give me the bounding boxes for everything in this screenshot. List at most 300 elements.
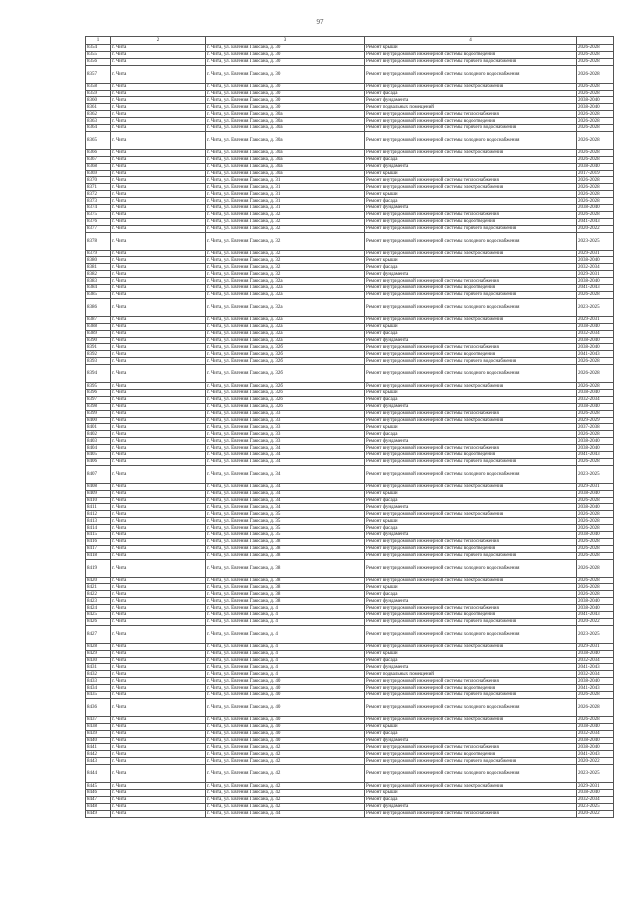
work-type-cell: Ремонт крыши [365, 518, 577, 525]
municipality-cell: г. Чита [111, 810, 206, 817]
work-type-cell: Ремонт внутридомовой инженерной системы теплоснабжения [365, 211, 577, 218]
work-type-cell: Ремонт внутридомовой инженерной системы водоотведения [365, 451, 577, 458]
period-cell: 2026-2028 [577, 58, 614, 65]
municipality-cell: г. Чита [111, 625, 206, 643]
table-row [86, 643, 614, 650]
address-cell: г. Чита, ул. Евгения Гаюсана, д. 42 [206, 803, 365, 810]
table-row [86, 232, 614, 250]
period-cell: 2026-2028 [577, 358, 614, 365]
municipality-cell: г. Чита [111, 149, 206, 156]
period-cell: 2041-2043 [577, 285, 614, 292]
address-cell: г. Чита, ул. Евгения Гаюсана, д. 40 [206, 698, 365, 716]
row-number-cell: 8354 [86, 45, 111, 52]
work-type-cell: Ремонт внутридомовой инженерной системы электроснабжения [365, 716, 577, 723]
address-cell: г. Чита, ул. Евгения Гаюсана, д. 42 [206, 744, 365, 751]
row-number-cell: 8393 [86, 358, 111, 365]
period-cell: 2026-2028 [577, 45, 614, 52]
table-row [86, 751, 614, 758]
work-type-cell: Ремонт внутридомовой инженерной системы холодного водоснабжения [365, 465, 577, 483]
table-row [86, 790, 614, 797]
row-number-cell: 8368 [86, 163, 111, 170]
municipality-cell: г. Чита [111, 490, 206, 497]
period-cell: 2029-2031 [577, 643, 614, 650]
work-type-cell: Ремонт внутридомовой инженерной системы теплоснабжения [365, 744, 577, 751]
work-type-cell: Ремонт внутридомовой инженерной системы горячего водоснабжения [365, 58, 577, 65]
table-row [86, 698, 614, 716]
period-cell: 2038-2040 [577, 97, 614, 104]
table-row [86, 250, 614, 257]
municipality-cell: г. Чита [111, 445, 206, 452]
municipality-cell: г. Чита [111, 58, 206, 65]
period-cell: 2026-2028 [577, 511, 614, 518]
row-number-cell: 8384 [86, 285, 111, 292]
table-row [86, 657, 614, 664]
period-cell: 2037-2038 [577, 424, 614, 431]
municipality-cell: г. Чита [111, 765, 206, 783]
work-type-cell: Ремонт крыши [365, 424, 577, 431]
table-row [86, 796, 614, 803]
work-type-cell: Ремонт фундамента [365, 205, 577, 212]
row-number-cell: 8437 [86, 716, 111, 723]
work-type-cell: Ремонт внутридомовой инженерной системы электроснабжения [365, 250, 577, 257]
table-row [86, 271, 614, 278]
work-type-cell: Ремонт внутридомовой инженерной системы горячего водоснабжения [365, 552, 577, 559]
period-cell: 2029-2029 [577, 417, 614, 424]
municipality-cell: г. Чита [111, 577, 206, 584]
work-type-cell: Ремонт внутридомовой инженерной системы электроснабжения [365, 511, 577, 518]
address-cell: г. Чита, ул. Евгения Гаюсана, д. 42 [206, 751, 365, 758]
page-number: 97 [316, 18, 324, 26]
row-number-cell: 8440 [86, 737, 111, 744]
address-cell: г. Чита, ул. Евгения Гаюсана, д. 33 [206, 424, 365, 431]
address-cell: г. Чита, ул. Евгения Гаюсана, д. 32а [206, 278, 365, 285]
work-type-cell: Ремонт фундамента [365, 803, 577, 810]
municipality-cell: г. Чита [111, 351, 206, 358]
row-number-cell: 8442 [86, 751, 111, 758]
table-row [86, 438, 614, 445]
work-type-cell: Ремонт фасада [365, 264, 577, 271]
work-type-cell: Ремонт фасада [365, 497, 577, 504]
work-type-cell: Ремонт крыши [365, 323, 577, 330]
work-type-cell: Ремонт внутридомовой инженерной системы холодного водоснабжения [365, 131, 577, 149]
period-cell: 2032-2034 [577, 396, 614, 403]
work-type-cell: Ремонт внутридомовой инженерной системы холодного водоснабжения [365, 765, 577, 783]
municipality-cell: г. Чита [111, 438, 206, 445]
period-cell: 2026-2028 [577, 211, 614, 218]
row-number-cell: 8400 [86, 417, 111, 424]
row-number-cell: 8382 [86, 271, 111, 278]
address-cell: г. Чита, ул. Евгения Гаюсана, д. 38 [206, 584, 365, 591]
municipality-cell: г. Чита [111, 131, 206, 149]
period-cell: 2038-2040 [577, 438, 614, 445]
work-type-cell: Ремонт фундамента [365, 504, 577, 511]
period-cell: 2038-2040 [577, 737, 614, 744]
period-cell: 2038-2040 [577, 163, 614, 170]
work-type-cell: Ремонт внутридомовой инженерной системы теплоснабжения [365, 410, 577, 417]
period-cell: 2026-2028 [577, 716, 614, 723]
work-type-cell: Ремонт внутридомовой инженерной системы водоотведения [365, 118, 577, 125]
row-number-cell: 8439 [86, 730, 111, 737]
period-cell: 2038-2040 [577, 344, 614, 351]
work-type-cell: Ремонт фасада [365, 730, 577, 737]
municipality-cell: г. Чита [111, 643, 206, 650]
address-cell: г. Чита, ул. Евгения Гаюсана, д. 38 [206, 577, 365, 584]
address-cell: г. Чита, ул. Евгения Гаюсана, д. 35 [206, 518, 365, 525]
municipality-cell: г. Чита [111, 458, 206, 465]
row-number-cell: 8406 [86, 458, 111, 465]
municipality-cell: г. Чита [111, 657, 206, 664]
table-row [86, 58, 614, 65]
work-type-cell: Ремонт внутридомовой инженерной системы холодного водоснабжения [365, 298, 577, 316]
period-cell: 2023-2025 [577, 803, 614, 810]
table-row [86, 264, 614, 271]
row-number-cell: 8445 [86, 783, 111, 790]
municipality-cell: г. Чита [111, 250, 206, 257]
table-row [86, 285, 614, 292]
period-cell: 2020-2022 [577, 225, 614, 232]
row-number-cell: 8418 [86, 552, 111, 559]
municipality-cell: г. Чита [111, 497, 206, 504]
header-cell-address: 3 [206, 37, 365, 45]
address-cell: г. Чита, ул. Евгения Гаюсана, д. 38 [206, 598, 365, 605]
period-cell: 2026-2028 [577, 90, 614, 97]
row-number-cell: 8386 [86, 298, 111, 316]
row-number-cell: 8415 [86, 531, 111, 538]
municipality-cell: г. Чита [111, 344, 206, 351]
row-number-cell: 8441 [86, 744, 111, 751]
table-row [86, 417, 614, 424]
municipality-cell: г. Чита [111, 730, 206, 737]
table-row [86, 118, 614, 125]
row-number-cell: 8389 [86, 330, 111, 337]
table-row [86, 396, 614, 403]
address-cell: г. Чита, ул. Евгения Гаюсана, д. 32 [206, 264, 365, 271]
table-row [86, 758, 614, 765]
row-number-cell: 8380 [86, 257, 111, 264]
work-type-cell: Ремонт внутридомовой инженерной системы горячего водоснабжения [365, 358, 577, 365]
municipality-cell: г. Чита [111, 698, 206, 716]
work-type-cell: Ремонт фасада [365, 657, 577, 664]
table-row [86, 765, 614, 783]
row-number-cell: 8374 [86, 205, 111, 212]
row-number-cell: 8446 [86, 790, 111, 797]
header-cell-number: 1 [86, 37, 111, 45]
table-row [86, 424, 614, 431]
address-cell: г. Чита, ул. Евгения Гаюсана, д. 32 [206, 271, 365, 278]
municipality-cell: г. Чита [111, 111, 206, 118]
address-cell: г. Чита, ул. Евгения Гаюсана, д. 31 [206, 205, 365, 212]
work-type-cell: Ремонт внутридомовой инженерной системы водоотведения [365, 285, 577, 292]
table-row [86, 584, 614, 591]
period-cell: 2026-2028 [577, 111, 614, 118]
municipality-cell: г. Чита [111, 559, 206, 577]
address-cell: г. Чита, ул. Евгения Гаюсана, д. 40 [206, 737, 365, 744]
address-cell: г. Чита, ул. Евгения Гаюсана, д. 30а [206, 170, 365, 177]
table-row [86, 744, 614, 751]
address-cell: г. Чита, ул. Евгения Гаюсана, д. 30 [206, 58, 365, 65]
address-cell: г. Чита, ул. Евгения Гаюсана, д. 34 [206, 465, 365, 483]
address-cell: г. Чита, ул. Евгения Гаюсана, д. 33 [206, 431, 365, 438]
period-cell: 2020-2022 [577, 618, 614, 625]
address-cell: г. Чита, ул. Евгения Гаюсана, д. 38 [206, 545, 365, 552]
address-cell: г. Чита, ул. Евгения Гаюсана, д. 32б [206, 389, 365, 396]
municipality-cell: г. Чита [111, 396, 206, 403]
period-cell: 2041-2043 [577, 612, 614, 619]
work-type-cell: Ремонт внутридомовой инженерной системы теплоснабжения [365, 111, 577, 118]
address-cell: г. Чита, ул. Евгения Гаюсана, д. 42 [206, 758, 365, 765]
table-row [86, 65, 614, 83]
period-cell: 2038-2040 [577, 389, 614, 396]
row-number-cell: 8409 [86, 490, 111, 497]
row-number-cell: 8376 [86, 218, 111, 225]
municipality-cell: г. Чита [111, 358, 206, 365]
address-cell: г. Чита, ул. Евгения Гаюсана, д. 32а [206, 291, 365, 298]
municipality-cell: г. Чита [111, 177, 206, 184]
table-row [86, 737, 614, 744]
table-row [86, 111, 614, 118]
row-number-cell: 8402 [86, 431, 111, 438]
table-row [86, 156, 614, 163]
period-cell: 2026-2028 [577, 525, 614, 532]
address-cell: г. Чита, ул. Евгения Гаюсана, д. 30а [206, 125, 365, 132]
address-cell: г. Чита, ул. Евгения Гаюсана, д. 30 [206, 83, 365, 90]
work-type-cell: Ремонт крыши [365, 490, 577, 497]
row-number-cell: 8431 [86, 664, 111, 671]
municipality-cell: г. Чита [111, 518, 206, 525]
address-cell: г. Чита, ул. Евгения Гаюсана, д. 32а [206, 285, 365, 292]
period-cell: 2026-2028 [577, 125, 614, 132]
municipality-cell: г. Чита [111, 389, 206, 396]
period-cell: 2023-2025 [577, 298, 614, 316]
municipality-cell: г. Чита [111, 83, 206, 90]
work-type-cell: Ремонт внутридомовой инженерной системы водоотведения [365, 545, 577, 552]
period-cell: 2041-2043 [577, 685, 614, 692]
period-cell: 2026-2028 [577, 191, 614, 198]
work-type-cell: Ремонт фундамента [365, 337, 577, 344]
work-type-cell: Ремонт фундамента [365, 598, 577, 605]
row-number-cell: 8408 [86, 483, 111, 490]
table-row [86, 351, 614, 358]
address-cell: г. Чита, ул. Евгения Гаюсана, д. 35 [206, 511, 365, 518]
period-cell: 2026-2028 [577, 118, 614, 125]
table-row [86, 170, 614, 177]
address-cell: г. Чита, ул. Евгения Гаюсана, д. 4 [206, 643, 365, 650]
period-cell: 2026-2028 [577, 497, 614, 504]
table-row [86, 605, 614, 612]
work-type-cell: Ремонт внутридомовой инженерной системы теплоснабжения [365, 538, 577, 545]
work-type-cell: Ремонт внутридомовой инженерной системы электроснабжения [365, 783, 577, 790]
period-cell: 2032-2034 [577, 264, 614, 271]
address-cell: г. Чита, ул. Евгения Гаюсана, д. 31 [206, 177, 365, 184]
work-type-cell: Ремонт внутридомовой инженерной системы теплоснабжения [365, 605, 577, 612]
work-type-cell: Ремонт крыши [365, 723, 577, 730]
period-cell: 2026-2028 [577, 538, 614, 545]
period-cell: 2029-2031 [577, 783, 614, 790]
municipality-cell: г. Чита [111, 403, 206, 410]
address-cell: г. Чита, ул. Евгения Гаюсана, д. 38 [206, 559, 365, 577]
row-number-cell: 8435 [86, 692, 111, 699]
row-number-cell: 8425 [86, 612, 111, 619]
work-type-cell: Ремонт внутридомовой инженерной системы горячего водоснабжения [365, 618, 577, 625]
municipality-cell: г. Чита [111, 365, 206, 383]
table-row [86, 431, 614, 438]
address-cell: г. Чита, ул. Евгения Гаюсана, д. 30а [206, 156, 365, 163]
municipality-cell: г. Чита [111, 191, 206, 198]
work-type-cell: Ремонт фундамента [365, 531, 577, 538]
address-cell: г. Чита, ул. Евгения Гаюсана, д. 42 [206, 765, 365, 783]
row-number-cell: 8428 [86, 643, 111, 650]
municipality-cell: г. Чита [111, 298, 206, 316]
table-row [86, 410, 614, 417]
work-type-cell: Ремонт внутридомовой инженерной системы горячего водоснабжения [365, 458, 577, 465]
row-number-cell: 8377 [86, 225, 111, 232]
address-cell: г. Чита, ул. Евгения Гаюсана, д. 38 [206, 552, 365, 559]
row-number-cell: 8430 [86, 657, 111, 664]
municipality-cell: г. Чита [111, 225, 206, 232]
municipality-cell: г. Чита [111, 538, 206, 545]
address-cell: г. Чита, ул. Евгения Гаюсана, д. 35 [206, 525, 365, 532]
row-number-cell: 8371 [86, 184, 111, 191]
municipality-cell: г. Чита [111, 97, 206, 104]
municipality-cell: г. Чита [111, 744, 206, 751]
row-number-cell: 8356 [86, 58, 111, 65]
period-cell: 2026-2028 [577, 692, 614, 699]
municipality-cell: г. Чита [111, 618, 206, 625]
work-type-cell: Ремонт внутридомовой инженерной системы водоотведения [365, 612, 577, 619]
row-number-cell: 8416 [86, 538, 111, 545]
work-type-cell: Ремонт фасада [365, 90, 577, 97]
row-number-cell: 8357 [86, 65, 111, 83]
row-number-cell: 8438 [86, 723, 111, 730]
period-cell: 2026-2028 [577, 591, 614, 598]
municipality-cell: г. Чита [111, 685, 206, 692]
row-number-cell: 8378 [86, 232, 111, 250]
municipality-cell: г. Чита [111, 337, 206, 344]
municipality-cell: г. Чита [111, 737, 206, 744]
address-cell: г. Чита, ул. Евгения Гаюсана, д. 32б [206, 383, 365, 390]
municipality-cell: г. Чита [111, 803, 206, 810]
row-number-cell: 8449 [86, 810, 111, 817]
address-cell: г. Чита, ул. Евгения Гаюсана, д. 4 [206, 671, 365, 678]
address-cell: г. Чита, ул. Евгения Гаюсана, д. 30 [206, 51, 365, 58]
row-number-cell: 8397 [86, 396, 111, 403]
period-cell: 2026-2028 [577, 698, 614, 716]
period-cell: 2038-2040 [577, 790, 614, 797]
period-cell: 2026-2028 [577, 431, 614, 438]
table-row [86, 205, 614, 212]
row-number-cell: 8410 [86, 497, 111, 504]
work-type-cell: Ремонт фасада [365, 396, 577, 403]
row-number-cell: 8390 [86, 337, 111, 344]
period-cell: 2038-2040 [577, 337, 614, 344]
work-type-cell: Ремонт крыши [365, 389, 577, 396]
work-type-cell: Ремонт внутридомовой инженерной системы электроснабжения [365, 643, 577, 650]
row-number-cell: 8426 [86, 618, 111, 625]
period-cell: 2026-2028 [577, 198, 614, 205]
table-row [86, 149, 614, 156]
work-type-cell: Ремонт крыши [365, 257, 577, 264]
period-cell: 2032-2034 [577, 796, 614, 803]
table-row [86, 358, 614, 365]
period-cell: 2026-2028 [577, 518, 614, 525]
municipality-cell: г. Чита [111, 285, 206, 292]
address-cell: г. Чита, ул. Евгения Гаюсана, д. 32б [206, 365, 365, 383]
period-cell: 2038-2040 [577, 445, 614, 452]
table-row [86, 225, 614, 232]
period-cell: 2026-2028 [577, 383, 614, 390]
period-cell: 2041-2043 [577, 751, 614, 758]
table-row [86, 323, 614, 330]
municipality-cell: г. Чита [111, 316, 206, 323]
address-cell: г. Чита, ул. Евгения Гаюсана, д. 32 [206, 225, 365, 232]
period-cell: 2026-2028 [577, 156, 614, 163]
municipality-cell: г. Чита [111, 671, 206, 678]
address-cell: г. Чита, ул. Евгения Гаюсана, д. 32а [206, 323, 365, 330]
row-number-cell: 8360 [86, 97, 111, 104]
municipality-cell: г. Чита [111, 211, 206, 218]
work-type-cell: Ремонт внутридомовой инженерной системы электроснабжения [365, 383, 577, 390]
table-row [86, 51, 614, 58]
table-row [86, 177, 614, 184]
table-row [86, 97, 614, 104]
municipality-cell: г. Чита [111, 664, 206, 671]
address-cell: г. Чита, ул. Евгения Гаюсана, д. 40 [206, 692, 365, 699]
row-number-cell: 8432 [86, 671, 111, 678]
row-number-cell: 8424 [86, 605, 111, 612]
row-number-cell: 8364 [86, 125, 111, 132]
municipality-cell: г. Чита [111, 650, 206, 657]
period-cell: 2038-2040 [577, 723, 614, 730]
period-cell: 2026-2028 [577, 458, 614, 465]
work-type-cell: Ремонт внутридомовой инженерной системы водоотведения [365, 685, 577, 692]
table-row [86, 191, 614, 198]
work-type-cell: Ремонт внутридомовой инженерной системы горячего водоснабжения [365, 125, 577, 132]
period-cell: 2026-2028 [577, 365, 614, 383]
period-cell: 2023-2025 [577, 765, 614, 783]
table-row [86, 90, 614, 97]
work-type-cell: Ремонт внутридомовой инженерной системы горячего водоснабжения [365, 225, 577, 232]
address-cell: г. Чита, ул. Евгения Гаюсана, д. 32 [206, 232, 365, 250]
row-number-cell: 8385 [86, 291, 111, 298]
row-number-cell: 8387 [86, 316, 111, 323]
period-cell: 2038-2040 [577, 598, 614, 605]
period-cell: 2026-2028 [577, 51, 614, 58]
table-row [86, 278, 614, 285]
address-cell: г. Чита, ул. Евгения Гаюсана, д. 33 [206, 410, 365, 417]
period-cell: 2020-2022 [577, 758, 614, 765]
work-type-cell: Ремонт внутридомовой инженерной системы водоотведения [365, 351, 577, 358]
period-cell: 2038-2040 [577, 504, 614, 511]
period-cell: 2038-2040 [577, 104, 614, 111]
table-row [86, 678, 614, 685]
address-cell: г. Чита, ул. Евгения Гаюсана, д. 32 [206, 218, 365, 225]
municipality-cell: г. Чита [111, 383, 206, 390]
work-type-cell: Ремонт фасада [365, 796, 577, 803]
work-type-cell: Ремонт крыши [365, 650, 577, 657]
row-number-cell: 8362 [86, 111, 111, 118]
period-cell: 2032-2034 [577, 657, 614, 664]
municipality-cell: г. Чита [111, 125, 206, 132]
row-number-cell: 8414 [86, 525, 111, 532]
address-cell: г. Чита, ул. Евгения Гаюсана, д. 4 [206, 618, 365, 625]
row-number-cell: 8366 [86, 149, 111, 156]
period-cell: 2023-2025 [577, 232, 614, 250]
address-cell: г. Чита, ул. Евгения Гаюсана, д. 32 [206, 257, 365, 264]
address-cell: г. Чита, ул. Евгения Гаюсана, д. 4 [206, 650, 365, 657]
work-type-cell: Ремонт внутридомовой инженерной системы электроснабжения [365, 483, 577, 490]
address-cell: г. Чита, ул. Евгения Гаюсана, д. 34 [206, 458, 365, 465]
address-cell: г. Чита, ул. Евгения Гаюсана, д. 32а [206, 330, 365, 337]
